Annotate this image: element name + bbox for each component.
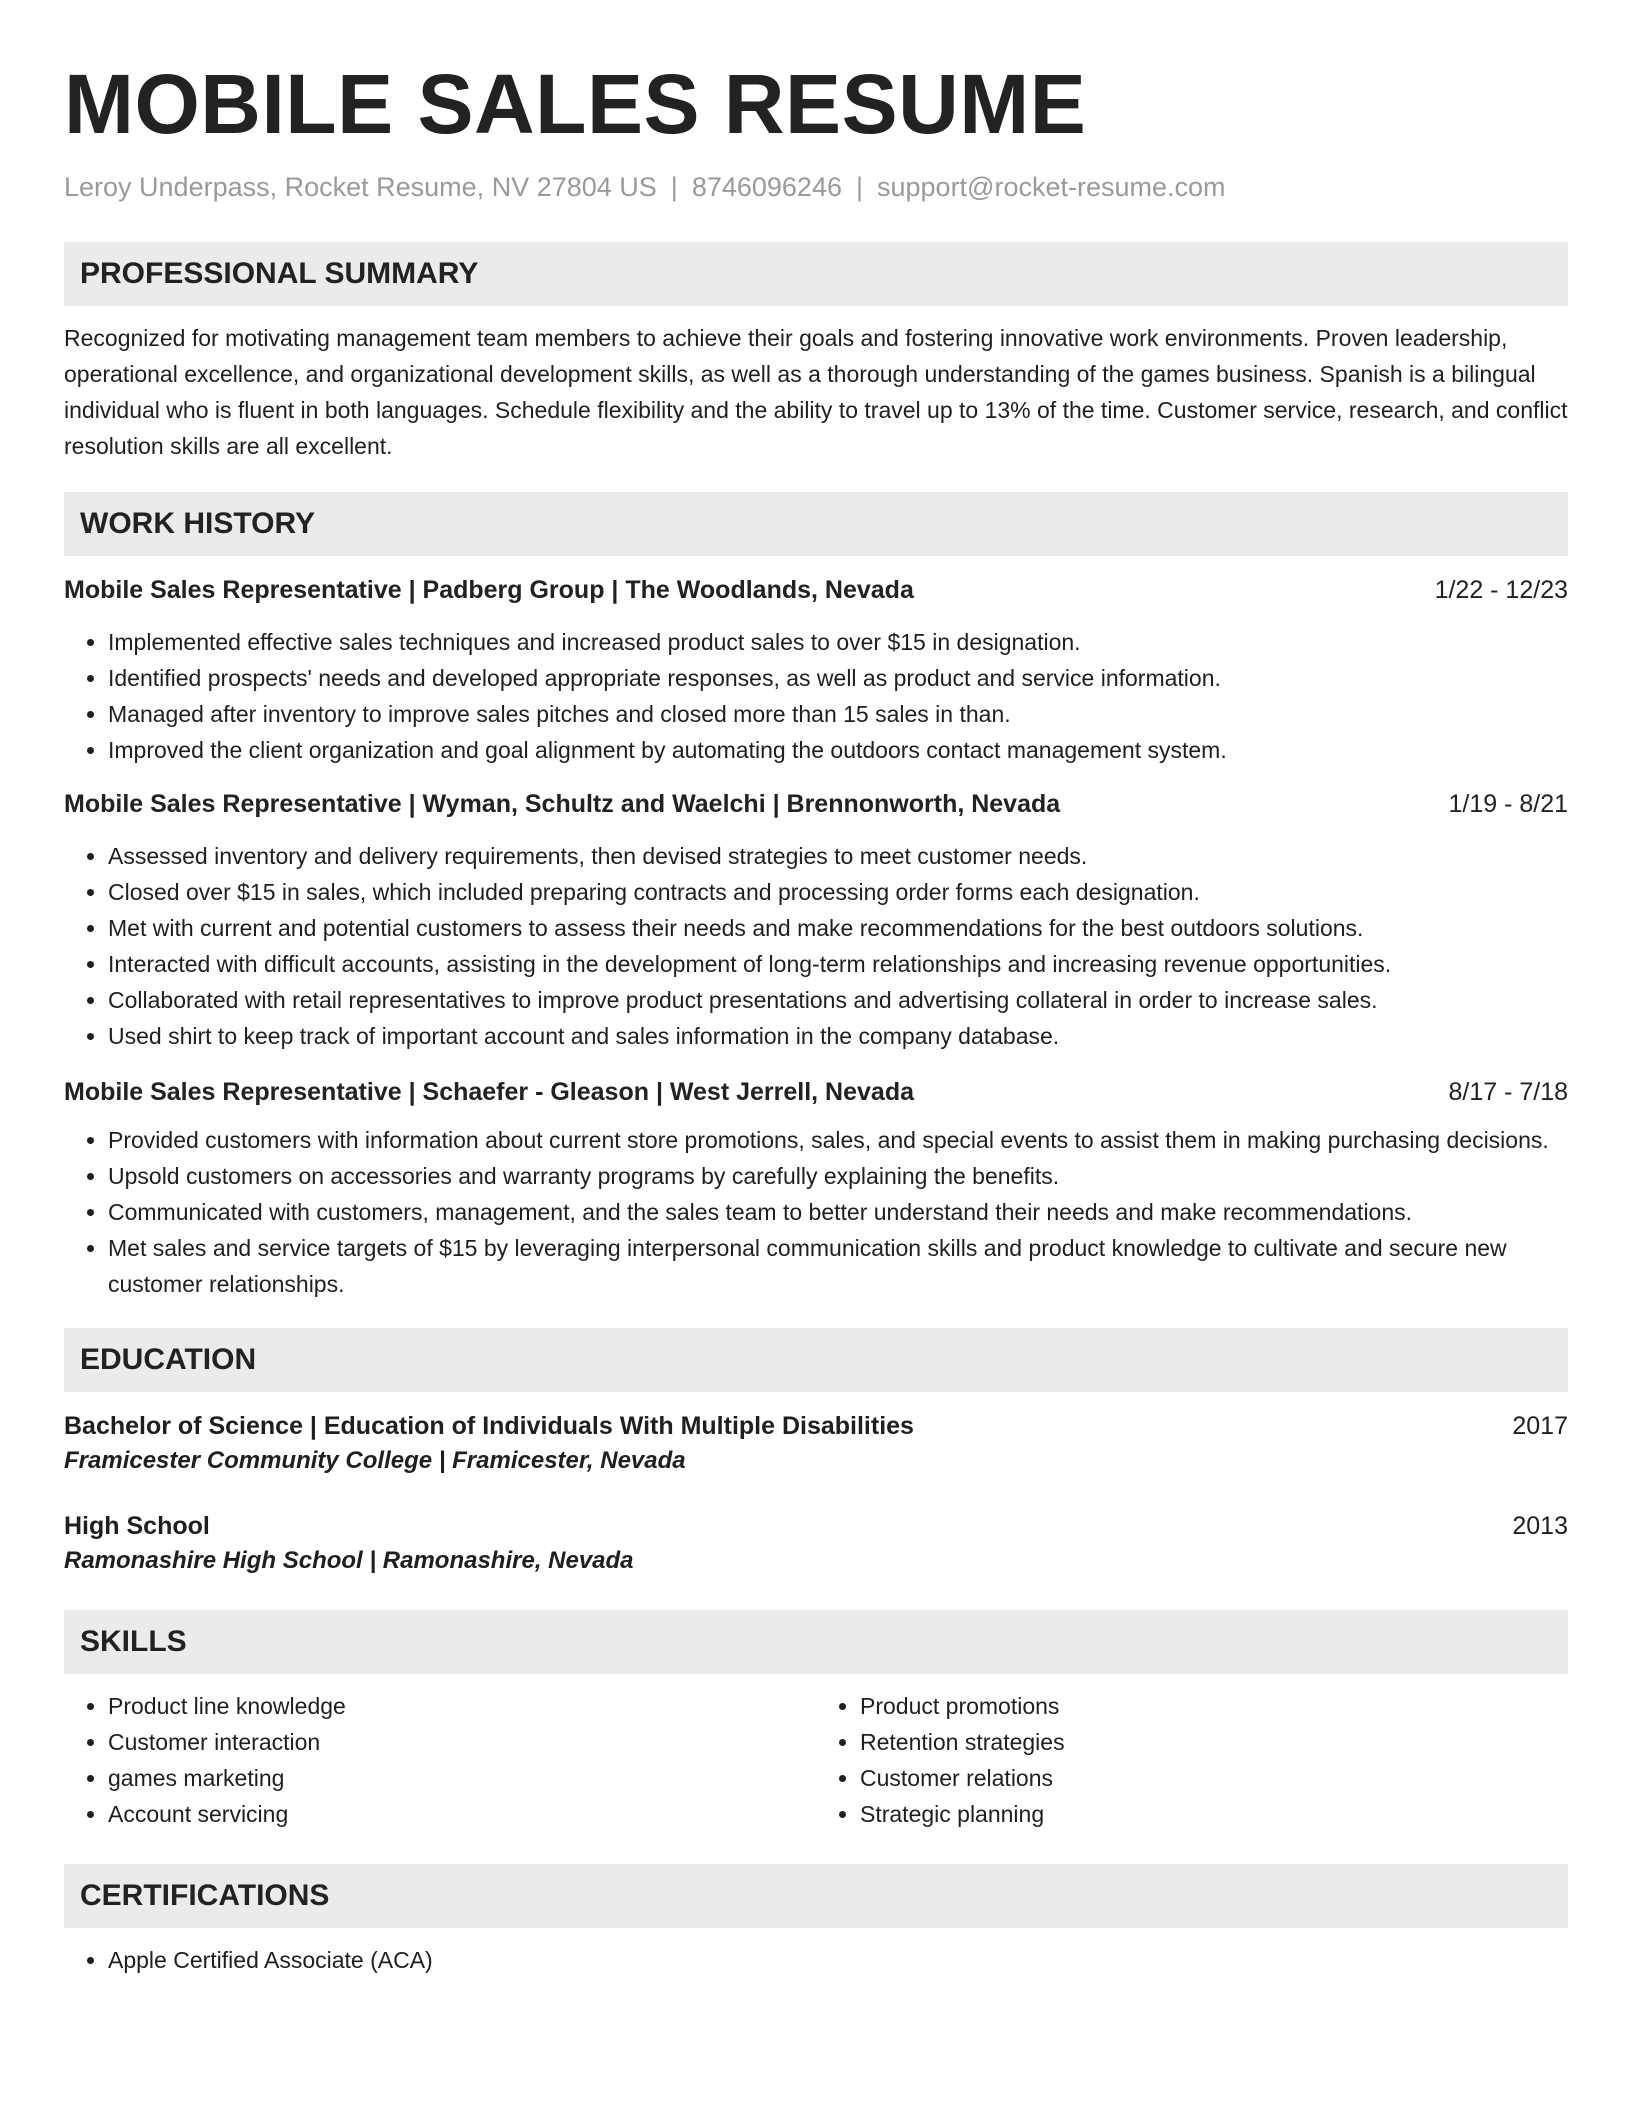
- skill-item: • Customer relations: [860, 1760, 1568, 1796]
- contact-address: Leroy Underpass, Rocket Resume, NV 27804 US: [64, 172, 657, 202]
- section-header-work-history: WORK HISTORY: [64, 492, 1568, 556]
- skills-list-left: [64, 1688, 816, 1832]
- job-title: Mobile Sales Representative | Padberg Group | The Woodlands, Nevada: [64, 576, 914, 604]
- contact-email[interactable]: support@rocket-resume.com: [877, 172, 1226, 202]
- skill-item: • Product promotions: [860, 1688, 1568, 1724]
- job-bullets: [64, 838, 1568, 1054]
- job-bullet: • Managed after inventory to improve sales pitches and closed more than 15 sales in than.: [108, 696, 1568, 732]
- job-title: Mobile Sales Representative | Schaefer - Gleason | West Jerrell, Nevada: [64, 1078, 914, 1106]
- job-bullet: • Used shirt to keep track of important account and sales information in the company database.: [108, 1018, 1568, 1054]
- skill-item: • Retention strategies: [860, 1724, 1568, 1760]
- section-header-certifications: CERTIFICATIONS: [64, 1864, 1568, 1928]
- education-entry: [64, 1510, 1568, 1580]
- job-bullet: • Closed over $15 in sales, which included preparing contracts and processing order forms each designation.: [108, 874, 1568, 910]
- resume-title: MOBILE SALES RESUME: [64, 57, 1087, 151]
- job-header: [64, 574, 1568, 606]
- education-header: [64, 1410, 1568, 1442]
- job-dates: 8/17 - 7/18: [1448, 1078, 1568, 1106]
- certification-item: • Apple Certified Associate (ACA): [108, 1942, 1568, 1978]
- job-title: Mobile Sales Representative | Wyman, Schultz and Waelchi | Brennonworth, Nevada: [64, 790, 1061, 818]
- job-bullet: • Identified prospects' needs and developed appropriate responses, as well as product and service information.: [108, 660, 1568, 696]
- section-header-summary: PROFESSIONAL SUMMARY: [64, 242, 1568, 306]
- education-entry: [64, 1410, 1568, 1480]
- contact-separator: |: [855, 172, 863, 202]
- contact-phone[interactable]: 8746096246: [691, 172, 842, 202]
- skill-item: • Account servicing: [108, 1796, 816, 1832]
- job-bullet: • Met with current and potential customers to assess their needs and make recommendations for the best outdoors solutions.: [108, 910, 1568, 946]
- summary-text: Recognized for motivating management team members to achieve their goals and fostering innovative work environments. Proven leadership, operational excellence, and organizational development skills, as well as a thorough understanding of the games business. Spanish is a bilingual individual who is fluent in both languages. Schedule flexibility and the ability to travel up to 13% of the time. Customer service, research, and conflict resolution skills are all excellent.: [64, 325, 1568, 459]
- job-bullet: • Communicated with customers, management, and the sales team to better understand their needs and make recommendations.: [108, 1194, 1568, 1230]
- certifications-list: [64, 1942, 1568, 1978]
- education-school: Ramonashire High School | Ramonashire, Nevada: [64, 1547, 634, 1574]
- education-header: [64, 1510, 1568, 1542]
- skill-item: • Product line knowledge: [108, 1688, 816, 1724]
- skill-item: • Strategic planning: [860, 1796, 1568, 1832]
- education-year: 2017: [1512, 1412, 1568, 1440]
- contact-separator: |: [670, 172, 678, 202]
- job-bullet: • Upsold customers on accessories and warranty programs by carefully explaining the benefits.: [108, 1158, 1568, 1194]
- section-header-skills: SKILLS: [64, 1610, 1568, 1674]
- job-bullet: • Provided customers with information about current store promotions, sales, and special events to assist them in making purchasing decisions.: [108, 1122, 1568, 1158]
- contact-line: [64, 170, 1568, 204]
- job-dates: 1/19 - 8/21: [1448, 790, 1568, 818]
- job-bullet: • Assessed inventory and delivery requirements, then devised strategies to meet customer needs.: [108, 838, 1568, 874]
- job-bullet: • Implemented effective sales techniques and increased product sales to over $15 in designation.: [108, 624, 1568, 660]
- skill-item: • Customer interaction: [108, 1724, 816, 1760]
- skills-list-right: [816, 1688, 1568, 1832]
- job-bullet: • Improved the client organization and goal alignment by automating the outdoors contact management system.: [108, 732, 1568, 768]
- job-bullet: • Met sales and service targets of $15 by leveraging interpersonal communication skills and product knowledge to cultivate and secure new customer relationships.: [108, 1230, 1568, 1302]
- education-degree: Bachelor of Science | Education of Individuals With Multiple Disabilities: [64, 1412, 914, 1440]
- education-school: Framicester Community College | Framicester, Nevada: [64, 1447, 686, 1474]
- section-header-education: EDUCATION: [64, 1328, 1568, 1392]
- job-bullet: • Collaborated with retail representatives to improve product presentations and advertising collateral in order to increase sales.: [108, 982, 1568, 1018]
- skill-item: • games marketing: [108, 1760, 816, 1796]
- job-entry: [64, 1076, 1568, 1302]
- skills-columns: [64, 1688, 1568, 1832]
- job-header: [64, 1076, 1568, 1108]
- job-entry: [64, 574, 1568, 768]
- job-bullet: • Interacted with difficult accounts, assisting in the development of long-term relationships and increasing revenue opportunities.: [108, 946, 1568, 982]
- job-header: [64, 788, 1568, 820]
- job-entry: [64, 788, 1568, 1054]
- education-degree: High School: [64, 1512, 210, 1540]
- education-year: 2013: [1512, 1512, 1568, 1540]
- job-dates: 1/22 - 12/23: [1434, 576, 1568, 604]
- job-bullets: [64, 1122, 1568, 1302]
- job-bullets: [64, 624, 1568, 768]
